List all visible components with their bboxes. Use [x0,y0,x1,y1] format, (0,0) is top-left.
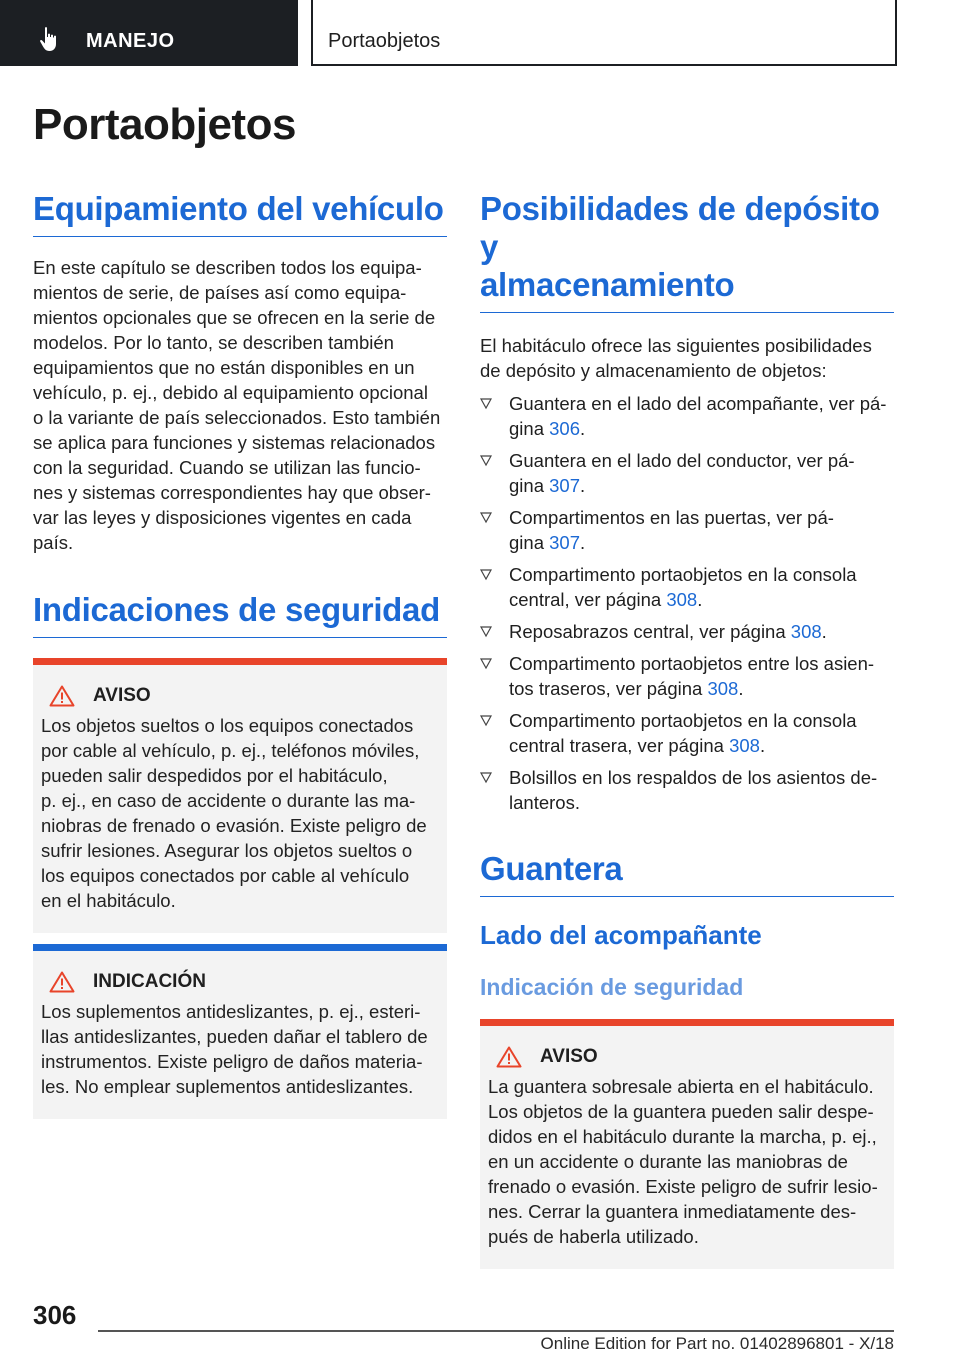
warning-title: AVISO [93,685,151,706]
bullet-triangle-icon [480,512,492,524]
text-line: equipamientos que no están disponibles en un [33,357,415,378]
warning-text: La guantera sobresale abierta en el habitáculo. Los objetos de la guantera pueden salir despe- didos en el habitáculo durante la marcha, p. ej., en un accidente o durante las maniobras de frenado o evasión. Existe peligro de sufrir lesio- nes. Cerrar la guantera inmediatamente des- pués de haberla utilizado. [488,1076,878,1247]
text-line: var las leyes y disposiciones vigentes en cada [33,507,412,528]
section-tab [0,0,298,66]
page-title: Portaobjetos [33,100,296,149]
page-link[interactable]: 308 [729,735,760,756]
text-line: o la variante de país seleccionados. Esto también [33,407,441,428]
bullet-triangle-icon [480,569,492,581]
warning-triangle-icon [49,971,75,993]
footer-divider [98,1330,894,1332]
bullet-triangle-icon [480,626,492,638]
topic-tab [311,0,897,66]
page-link[interactable]: 308 [666,589,698,610]
list-item: Guantera en el lado del acompañante, ver pá- gina 306. [480,391,894,441]
text-line: con la seguridad. Cuando se utilizan las funcio- [33,457,421,478]
bullet-triangle-icon [480,658,492,670]
list-item: Bolsillos en los respaldos de los asientos de- lanteros. [480,765,894,815]
note-text: Los suplementos antideslizantes, p. ej., esteri- llas antideslizantes, pueden dañar el tablero de instrumentos. Existe peligro de daños materia- les. No emplear suplementos antideslizantes. [41,1001,428,1097]
equipment-paragraph [33,255,447,555]
page-link[interactable]: 307 [549,532,580,553]
text-line: vehículo, p. ej., debido al equipamiento opcional [33,382,428,403]
list-item: Compartimento portaobjetos en la consola central, ver página 308. [480,562,894,612]
warning-title: AVISO [540,1046,598,1067]
equipment-heading: Equipamiento del vehículo [33,190,447,237]
storage-heading: Posibilidades de depósito y almacenamiento [480,190,894,313]
warning-text: Los objetos sueltos o los equipos conectados por cable al vehículo, p. ej., teléfonos móviles, pueden salir despedidos por el habitáculo, p. ej., en caso de accidente o durante las ma- niobras de frenado o evasión. Existe peligro de sufrir lesiones. Asegurar los objetos sueltos o los equipos conectados por cable al vehículo en el habitáculo. [41,715,427,911]
hand-pointer-icon [38,26,62,52]
note-title: INDICACIÓN [93,971,206,992]
bullet-triangle-icon [480,455,492,467]
text-line: mientos de serie, de países así como equipa- [33,282,407,303]
warning-box-indicacion [33,944,447,1119]
storage-intro: El habitáculo ofrece las siguientes posibilidades de depósito y almacenamiento de objetos: [480,335,872,381]
bullet-triangle-icon [480,398,492,410]
text-line: modelos. Por lo tanto, se describen también [33,332,394,353]
warning-triangle-icon [496,1046,522,1068]
page-header [0,0,960,66]
text-line: En este capítulo se describen todos los equipa- [33,257,422,278]
text-line: nes y sistemas correspondientes hay que obser- [33,482,431,503]
storage-list [480,391,894,815]
left-column [33,190,447,1119]
page-link[interactable]: 306 [549,418,580,439]
safety-heading: Indicaciones de seguridad [33,591,447,638]
warning-box-aviso [33,658,447,933]
page-number: 306 [33,1300,77,1330]
right-column [480,190,894,1269]
text-line: mientos opcionales que se ofrecen en la serie de [33,307,436,328]
list-item: Compartimento portaobjetos en la consola central trasera, ver página 308. [480,708,894,758]
section-label: MANEJO [86,30,175,52]
page-link[interactable]: 308 [790,621,822,642]
list-item: Compartimentos en las puertas, ver pá- gina 307. [480,505,894,555]
bullet-triangle-icon [480,772,492,784]
topic-label: Portaobjetos [328,30,441,52]
glovebox-heading: Guantera [480,850,894,897]
warning-box-glovebox [480,1019,894,1269]
edition-text: Online Edition for Part no. 01402896801 - X/18 [540,1334,894,1353]
passenger-side-heading: Lado del acompañante [480,920,762,950]
text-line: se aplica para funciones y sistemas relacionados [33,432,436,453]
page-link[interactable]: 307 [549,475,580,496]
text-line: país. [33,532,74,553]
page-link[interactable]: 308 [707,678,739,699]
list-item: Reposabrazos central, ver página 308. [480,619,894,644]
warning-triangle-icon [49,685,75,707]
bullet-triangle-icon [480,715,492,727]
list-item: Compartimento portaobjetos entre los asien- tos traseros, ver página 308. [480,651,894,701]
safety-note-heading: Indicación de seguridad [480,974,744,1000]
list-item: Guantera en el lado del conductor, ver pá- gina 307. [480,448,894,498]
